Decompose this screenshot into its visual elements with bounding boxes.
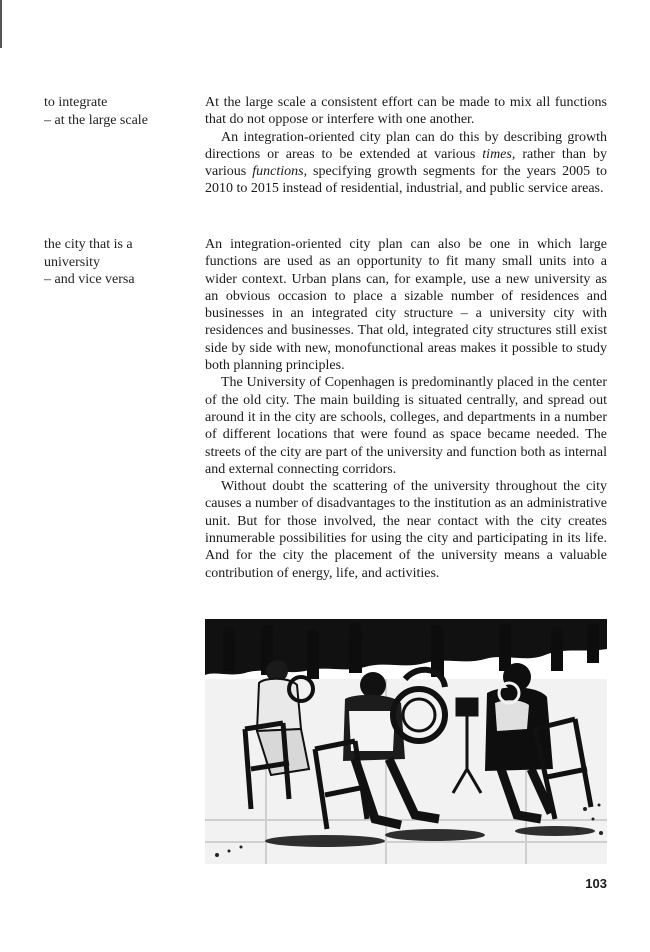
margin-note-line: – and vice versa xyxy=(44,272,135,287)
margin-note-line: to integrate xyxy=(44,95,108,110)
page-edge-mark xyxy=(0,0,2,48)
text-run: , specifying growth segments for the years 2005 to 2010 to 2015 instead of residential, industrial, and public service areas. xyxy=(205,164,607,197)
paragraph xyxy=(205,236,607,374)
text-run: An integration-oriented city plan can also be one in which large functions are used as an opportunity to fit many small units into a wider context. Urban plans can, for example, use a new university as an obvious occasion to place a sizable number of residences and businesses in an integrated city structure – a university city with residences and businesses. That old, integrated city structures still exist side by side with new, monofunctional areas makes it possible to study both planning principles. xyxy=(205,237,607,374)
paragraph xyxy=(205,94,607,129)
margin-note-line: – at the large scale xyxy=(44,112,148,128)
text-run: , rather than by various xyxy=(205,146,607,180)
text-run: An integration-oriented city plan can do this by describing growth directions or areas to be extended at various xyxy=(205,129,607,162)
text-run: At the large scale a consistent effort can be made to mix all functions that do not oppose or interfere with one another. xyxy=(205,95,607,128)
text-run: Without doubt the scattering of the university throughout the city causes a number of disadvantages to the institution as an administrative unit. But for those involved, the near contact with the city creates innumerable possibilities for using the city and participating in its life. And for the city the placement of the university means a valuable contribution of energy, life, and activities. xyxy=(205,479,607,581)
italic-run: times xyxy=(482,146,512,162)
body-text-section-1 xyxy=(205,94,607,198)
photo-street-musicians xyxy=(205,619,607,864)
paragraph xyxy=(205,374,607,478)
margin-note-line: university xyxy=(44,254,100,270)
text-run: The University of Copenhagen is predominantly placed in the center of the old city. The main building is situated centrally, and spread out around it in the city are schools, colleges, and departments in a number of different locations that were found as space became needed. The streets of the city are part of the university and function both as internal and external connecting corridors. xyxy=(205,375,607,477)
paragraph xyxy=(205,478,607,582)
paragraph xyxy=(205,129,607,198)
italic-run: functions xyxy=(252,164,304,180)
margin-note-integrate xyxy=(44,94,194,129)
margin-note-line: the city that is a xyxy=(44,237,133,252)
margin-note-university xyxy=(44,236,194,289)
body-text-section-2 xyxy=(205,236,607,582)
page-number: 103 xyxy=(585,876,607,891)
